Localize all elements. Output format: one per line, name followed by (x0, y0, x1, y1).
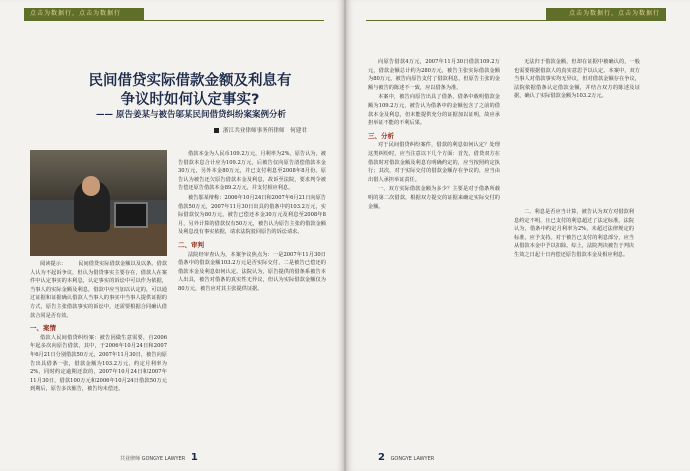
left-footer-label: 共业律师 GONGYE LAWYER (120, 456, 186, 462)
analysis-paragraph: 对于民间借贷纠纷案件，借款的利息如何认定？处理这类纠纷时，应当注意以下几个方面：首先，借贷双方在借款时对借款金额及利息有明确约定的，应当按照约定执行；其次，对于实际交付的借款金额存在争议的，应当由出借人承担举证责任。 (368, 142, 500, 183)
right-col1-paragraph-a: 向原告借款4万元，2007年11月30日借款109.2万元，借款金额总计约为280万元，被告主张实际借款金额为80万元，被告向原告支付了借款利息，但原告主张的金额与被告的陈述不一致，应以借条为准。 (368, 59, 500, 91)
left-page-number: 1 (190, 452, 198, 463)
left-col2-paragraph-b: 被告邬某辩称：2006年10月24日和2007年6月21日向原告借款50万元，2007年11月30日出具的借条中的103.2万元，实际借款仅为80万元，被告已偿还本金30万元及利息至2008年8月，另外计算的借款仅有50万元，被告认为原告主张的借款金额及利息没有事实依据，请求法院驳回原告的诉讼请求。 (178, 194, 326, 236)
right-footer (374, 452, 434, 463)
author-photo (30, 150, 167, 256)
article-byline (214, 126, 344, 134)
photo-monitor (114, 202, 148, 228)
title-line-2: 争议时如何认定事实? (120, 92, 260, 108)
left-header-band: 点击为数据行，点击为数据行 (24, 8, 144, 20)
article-subtitle: —— 原告姜某与被告邬某民间借贷纠纷案案例分析 (96, 110, 286, 120)
right-column-2-lower (514, 208, 634, 448)
right-col1-paragraph-b: 本案中，被告向原告出具了借条，借条中载明借款金额为109.2万元，被告认为借条中的金额包含了之前的借款本金及利息，但未能提供充分的证据加以证明，故应承担举证不能的不利后果。 (368, 94, 500, 127)
right-header-rule (366, 20, 666, 21)
section-heading-analysis: 三、分析 (368, 131, 394, 140)
left-col2-paragraph-a: 借款本金为人民币109.2万元，月利率为2%。原告认为，被告借款本息合计应为109.2万元，后被告仅向原告清偿借款本金30万元，另外本金80万元，并已支付利息至2008年8月份。原告认为被告还欠原告借款本金及利息，故诉至法院，要求判令被告偿还原告借款本金89.2万元，并支付相应利息。 (178, 151, 326, 192)
section-heading-case: 一、案情 (30, 324, 56, 333)
right-footer-label: GONGYE LAWYER (390, 456, 435, 462)
right-page-number: 2 (378, 452, 385, 463)
trial-paragraph: 法院经审查认为，本案争议焦点为：一是2007年11月30日借条中的借款金额103.2万元是否实际交付，二是被告已偿还的借款本金及利息如何认定。法院认为，原告提供的借条系被告本人出具，被告对借条的真实性无异议，但认为实际借款金额仅为80万元，被告应对其主张提供证据。 (178, 251, 326, 292)
title-line-1: 民间借贷实际借款金额及利息有 (88, 73, 292, 89)
article-title (60, 72, 320, 110)
left-header-rule (24, 20, 324, 21)
left-column-1 (30, 260, 167, 446)
right-col2-paragraph: 无法归于借款金额，但却在证据中被确认的，一般也需要根据借款人的真实意思予以认定。本案中，双方当事人对借款事实均无异议，但对借款金额存在争议，法院依据借条认定借款金额，并结合双方的陈述及证据，确认了实际借款金额为103.2万元。 (514, 59, 640, 100)
byline-text: 浙江共业律师事务所律师 何建君 (223, 128, 307, 134)
right-col2-lower-paragraph: 二、利息是否应当计算，被告认为双方对借款利息约定不明，且已支付的利息超过了法定标准。法院认为，借条中约定月利率为2%，未超过法律规定的标准，应予支持。对于被告已支付的利息部分，应当从借款本金中予以扣除。综上，法院判决被告于判决生效之日起十日内偿还原告借款本金及相应利息。 (514, 209, 634, 258)
section-heading-trial: 二、审判 (178, 240, 204, 249)
right-column-1 (368, 58, 500, 448)
intro-paragraph: 阅读提示： 民间借贷实际借款金额以及以条。借款人认为不起诉争议，但认为借贷事实主要存在，借款人在案件中认定事实的本利息，认定事实的诉讼中可以作为依据，当事人的实际金额及利息，借款中应当加以认定的，可以通过证据和证据确认借款人当事人的事实中当事人提供证据的方式，原告主张借款事实的诉讼中，还需要根据合同确认借款合同是否有效。 (30, 261, 167, 319)
left-footer (120, 452, 202, 463)
left-column-2 (178, 150, 326, 446)
right-column-2 (514, 58, 640, 206)
right-header-band: 点击为数据行，点击为数据行 (546, 8, 666, 20)
right-page (346, 0, 690, 471)
question-paragraph: 一、双方实际借款金额为多少？主要是对于借条所载明的第二次借款，根据双方提交的证据来确定实际交付的金额。 (368, 186, 500, 210)
photo-face (82, 176, 100, 196)
left-page (0, 0, 344, 471)
case-paragraph: 借款人民间借贷纠纷案：被告因做生意需要，自2006年起多次向原告借款，其中，于2006年10月24日和2007年6月21日分别借款50万元，2007年11月30日，被告向原告出具借条一张，借款金额为103.2万元，约定月利率为2%，同时约定逾期还款的，2007年10月24日和2007年11月30日，借款100万元和2006年10月24日借款50万元到期后，原告多次催告，被告均未偿还。 (30, 334, 167, 393)
byline-square-icon (214, 128, 219, 133)
